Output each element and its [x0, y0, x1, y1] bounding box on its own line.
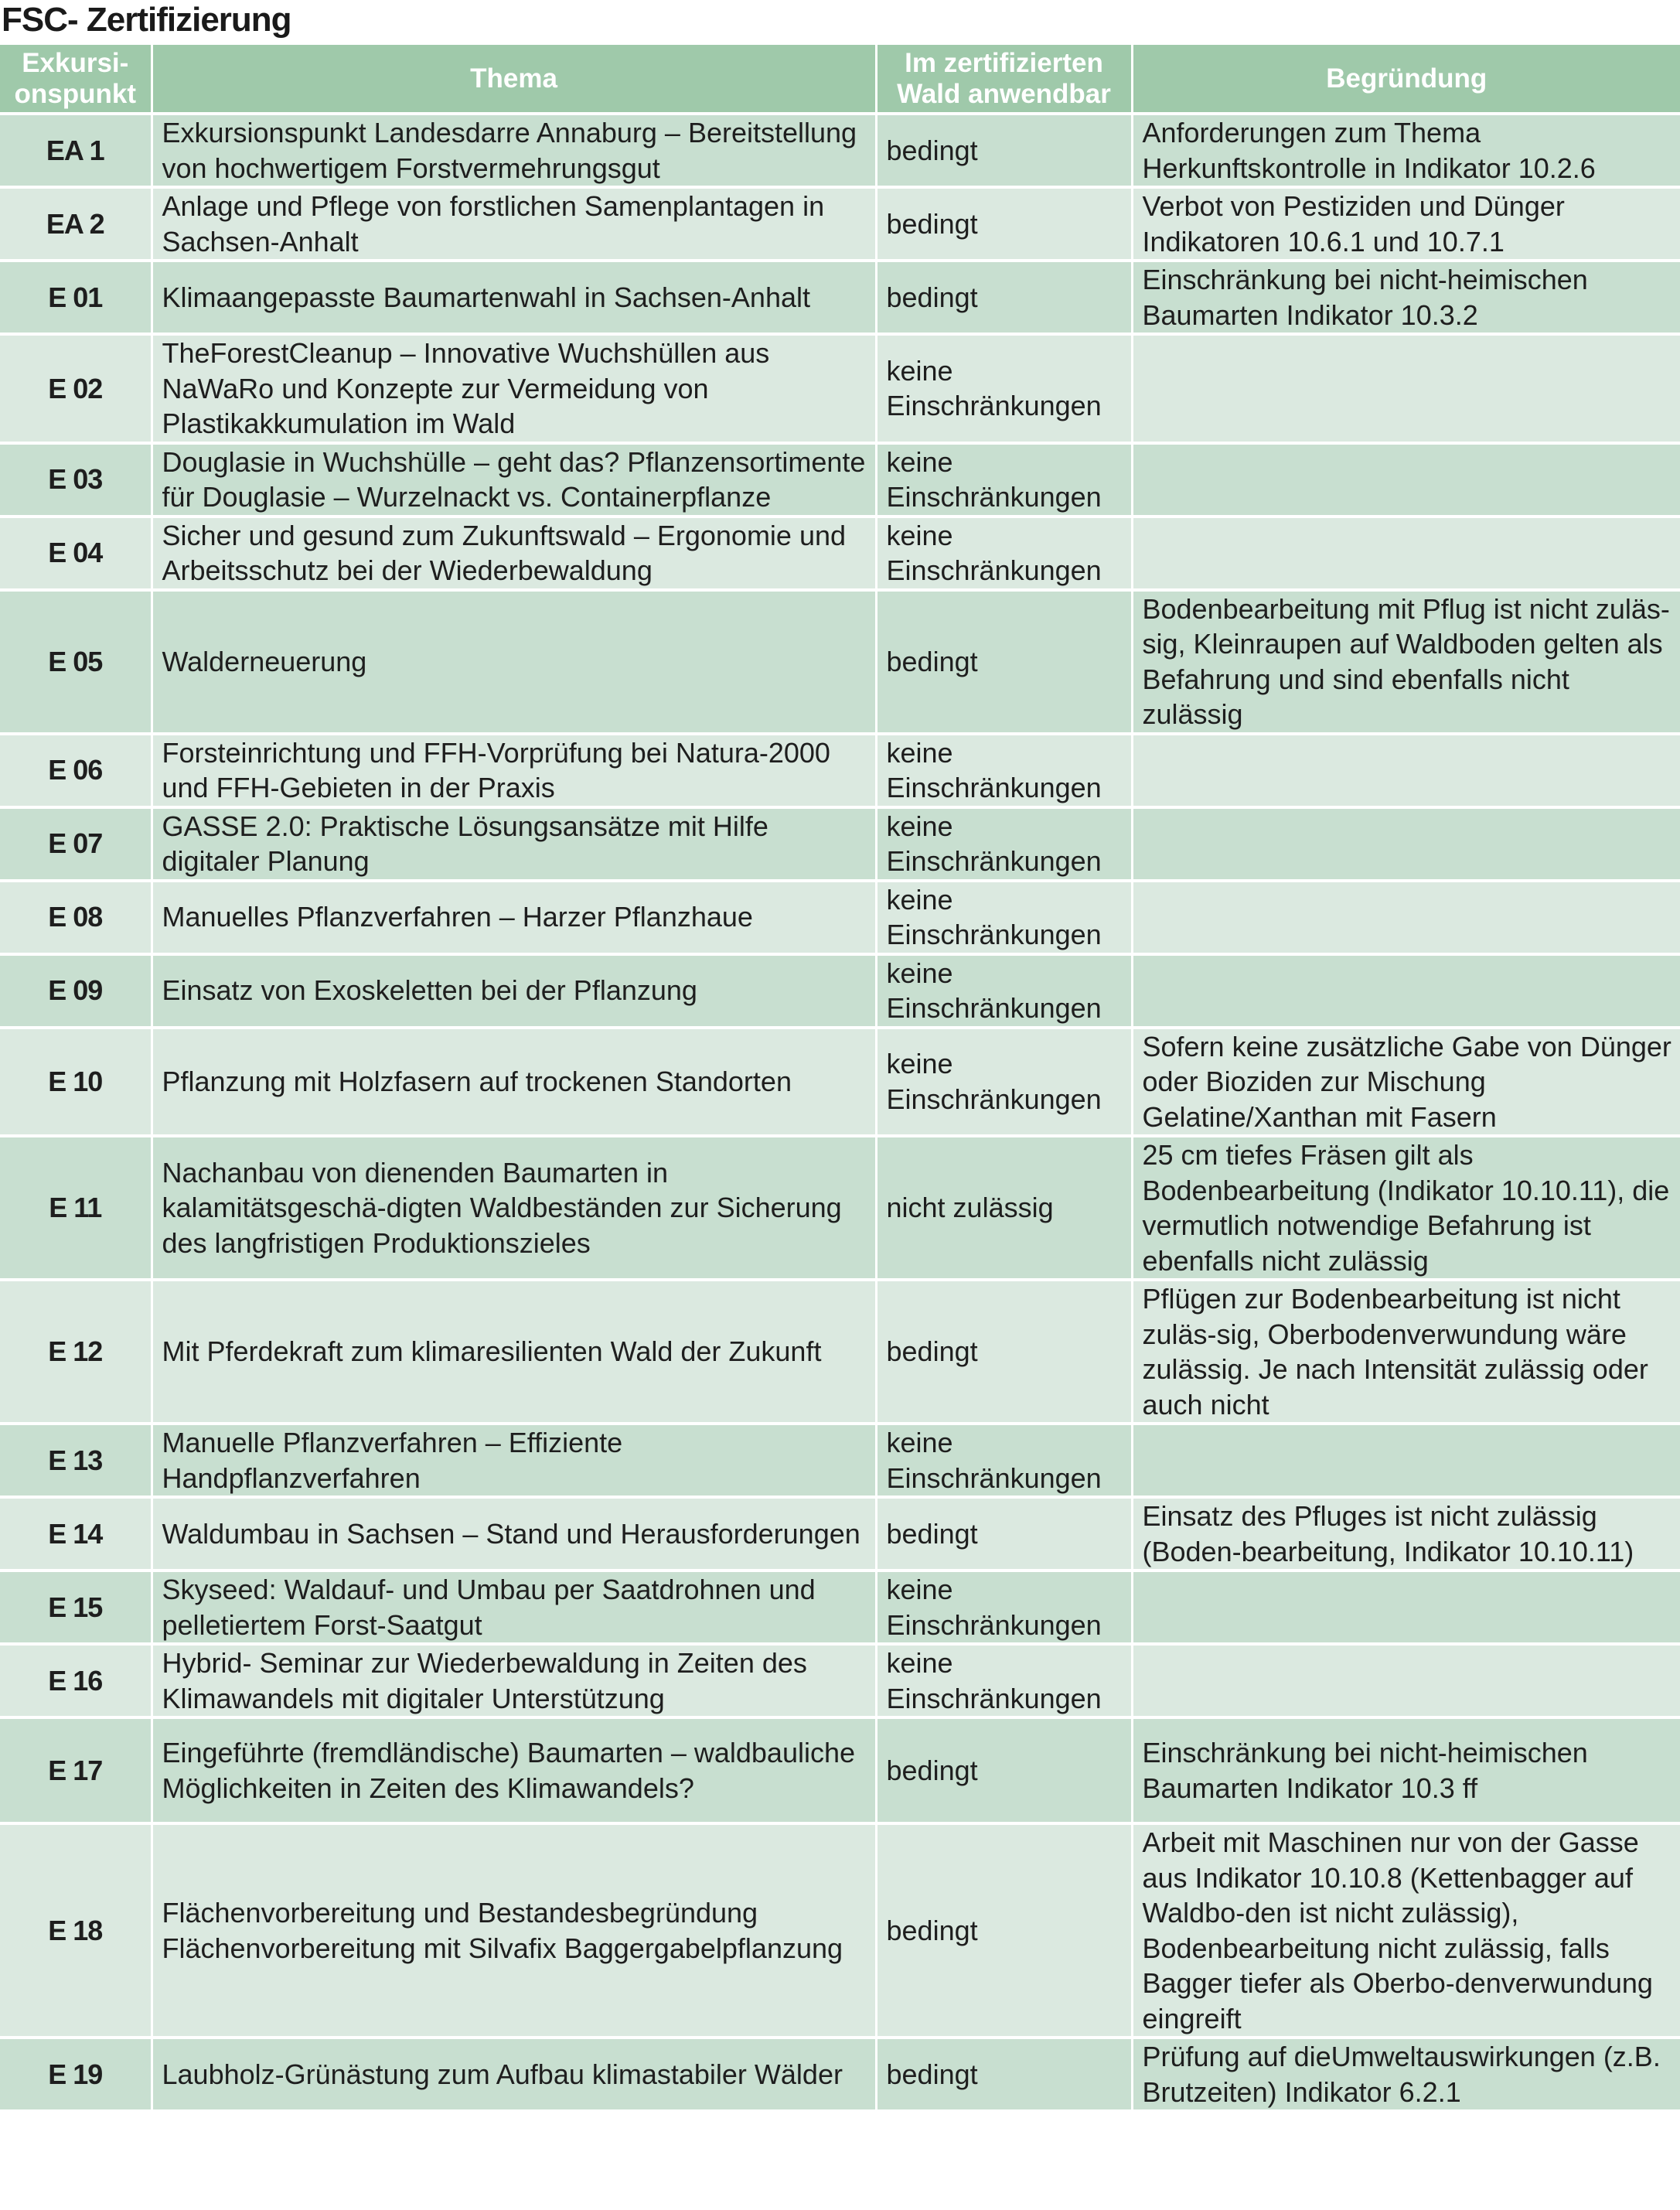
header-anwendbar-line1: Im zertifizierten [905, 47, 1103, 78]
row-id: E 01 [0, 261, 152, 334]
row-id: E 16 [0, 1644, 152, 1717]
row-thema: Eingeführte (fremdländische) Baumarten – waldbauliche Möglichkeiten in Zeiten des Klimawandels? [152, 1717, 876, 1823]
row-begruendung: 25 cm tiefes Fräsen gilt als Bodenbearbeitung (Indikator 10.10.11), die vermutlich notwendige Befahrung ist ebenfalls nicht zulässig [1132, 1136, 1680, 1280]
row-thema: Klimaangepasste Baumartenwahl in Sachsen-Anhalt [152, 261, 876, 334]
table-row [0, 734, 1680, 807]
header-exkursionspunkt-line2: onspunkt [14, 78, 136, 109]
row-begruendung: Sofern keine zusätzliche Gabe von Dünger oder Bioziden zur Mischung Gelatine/Xanthan mit Fasern [1132, 1028, 1680, 1137]
row-thema: Waldumbau in Sachsen – Stand und Herausforderungen [152, 1497, 876, 1571]
row-begruendung: Prüfung auf dieUmweltauswirkungen (z.B. Brutzeiten) Indikator 6.2.1 [1132, 2038, 1680, 2111]
header-exkursionspunkt [0, 45, 152, 114]
table-row [0, 187, 1680, 261]
row-begruendung: Verbot von Pestiziden und Dünger Indikatoren 10.6.1 und 10.7.1 [1132, 187, 1680, 261]
row-begruendung: Anforderungen zum Thema Herkunftskontrolle in Indikator 10.2.6 [1132, 114, 1680, 187]
row-anwendbar: keine Einschränkungen [876, 734, 1132, 807]
row-anwendbar: bedingt [876, 1717, 1132, 1823]
row-begruendung: Bodenbearbeitung mit Pflug ist nicht zuläs-sig, Kleinraupen auf Waldboden gelten als Befahrung und sind ebenfalls nicht zulässig [1132, 590, 1680, 734]
table-row [0, 1717, 1680, 1823]
row-anwendbar: keine Einschränkungen [876, 1424, 1132, 1497]
row-id: E 17 [0, 1717, 152, 1823]
fsc-table [0, 45, 1680, 2113]
row-thema: GASSE 2.0: Praktische Lösungsansätze mit Hilfe digitaler Planung [152, 807, 876, 881]
row-id: E 09 [0, 954, 152, 1028]
row-id: E 18 [0, 1823, 152, 2038]
table-row [0, 807, 1680, 881]
row-begruendung [1132, 517, 1680, 590]
row-begruendung: Arbeit mit Maschinen nur von der Gasse aus Indikator 10.10.8 (Kettenbagger auf Waldbo-den ist nicht zulässig), Bodenbearbeitung nicht zulässig, falls Bagger tiefer als Oberbo-denverwundung eingreift [1132, 1823, 1680, 2038]
table-row [0, 1644, 1680, 1717]
table-row [0, 2038, 1680, 2111]
row-begruendung [1132, 443, 1680, 517]
table-row [0, 114, 1680, 187]
table-row [0, 1424, 1680, 1497]
row-anwendbar: bedingt [876, 1823, 1132, 2038]
row-thema: Douglasie in Wuchshülle – geht das? Pflanzensortimente für Douglasie – Wurzelnackt vs. Containerpflanze [152, 443, 876, 517]
row-begruendung: Einschränkung bei nicht-heimischen Baumarten Indikator 10.3 ff [1132, 1717, 1680, 1823]
row-anwendbar: bedingt [876, 261, 1132, 334]
row-thema: Manuelles Pflanzverfahren – Harzer Pflanzhaue [152, 881, 876, 954]
row-anwendbar: bedingt [876, 187, 1132, 261]
row-anwendbar: keine Einschränkungen [876, 1571, 1132, 1644]
table-row [0, 881, 1680, 954]
row-anwendbar: bedingt [876, 590, 1132, 734]
row-anwendbar: bedingt [876, 2038, 1132, 2111]
row-anwendbar: nicht zulässig [876, 1136, 1132, 1280]
row-begruendung [1132, 881, 1680, 954]
table-row [0, 261, 1680, 334]
row-id: E 04 [0, 517, 152, 590]
row-id: E 12 [0, 1280, 152, 1424]
row-id: E 07 [0, 807, 152, 881]
row-anwendbar: keine Einschränkungen [876, 954, 1132, 1028]
table-row [0, 954, 1680, 1028]
row-thema: Laubholz-Grünästung zum Aufbau klimastabiler Wälder [152, 2038, 876, 2111]
row-thema: Hybrid- Seminar zur Wiederbewaldung in Zeiten des Klimawandels mit digitaler Unterstützung [152, 1644, 876, 1717]
row-id: E 13 [0, 1424, 152, 1497]
row-id: E 05 [0, 590, 152, 734]
row-thema: Skyseed: Waldauf- und Umbau per Saatdrohnen und pelletiertem Forst-Saatgut [152, 1571, 876, 1644]
row-begruendung [1132, 1571, 1680, 1644]
row-id: E 11 [0, 1136, 152, 1280]
table-row [0, 443, 1680, 517]
table-row [0, 1136, 1680, 1280]
table-row [0, 1823, 1680, 2038]
header-anwendbar [876, 45, 1132, 114]
row-begruendung [1132, 1644, 1680, 1717]
row-anwendbar: keine Einschränkungen [876, 517, 1132, 590]
table-header-row [0, 45, 1680, 114]
header-begruendung: Begründung [1132, 45, 1680, 114]
header-exkursionspunkt-line1: Exkursi- [22, 47, 129, 78]
header-anwendbar-line2: Wald anwendbar [897, 78, 1111, 109]
row-id: E 14 [0, 1497, 152, 1571]
row-begruendung: Pflügen zur Bodenbearbeitung ist nicht zuläs-sig, Oberbodenverwundung wäre zulässig. Je nach Intensität zulässig oder auch nicht [1132, 1280, 1680, 1424]
table-row [0, 1028, 1680, 1137]
row-begruendung: Einsatz des Pfluges ist nicht zulässig (Boden-bearbeitung, Indikator 10.10.11) [1132, 1497, 1680, 1571]
row-anwendbar: keine Einschränkungen [876, 443, 1132, 517]
row-anwendbar: bedingt [876, 114, 1132, 187]
row-id: E 02 [0, 334, 152, 443]
row-anwendbar: keine Einschränkungen [876, 881, 1132, 954]
row-id: EA 1 [0, 114, 152, 187]
row-thema: Mit Pferdekraft zum klimaresilienten Wald der Zukunft [152, 1280, 876, 1424]
row-thema: Forsteinrichtung und FFH-Vorprüfung bei Natura-2000 und FFH-Gebieten in der Praxis [152, 734, 876, 807]
table-row [0, 334, 1680, 443]
row-thema: Nachanbau von dienenden Baumarten in kalamitätsgeschä-digten Waldbeständen zur Sicherung des langfristigen Produktionszieles [152, 1136, 876, 1280]
row-begruendung [1132, 1424, 1680, 1497]
row-anwendbar: bedingt [876, 1497, 1132, 1571]
row-begruendung [1132, 734, 1680, 807]
row-id: E 08 [0, 881, 152, 954]
row-id: E 10 [0, 1028, 152, 1137]
row-thema: TheForestCleanup – Innovative Wuchshüllen aus NaWaRo und Konzepte zur Vermeidung von Plastikakkumulation im Wald [152, 334, 876, 443]
table-row [0, 517, 1680, 590]
row-id: E 03 [0, 443, 152, 517]
header-thema: Thema [152, 45, 876, 114]
row-thema: Manuelle Pflanzverfahren – Effiziente Handpflanzverfahren [152, 1424, 876, 1497]
row-anwendbar: keine Einschränkungen [876, 807, 1132, 881]
row-anwendbar: bedingt [876, 1280, 1132, 1424]
row-anwendbar: keine Einschränkungen [876, 1644, 1132, 1717]
row-begruendung [1132, 954, 1680, 1028]
row-thema: Flächenvorbereitung und Bestandesbegründung Flächenvorbereitung mit Silvafix Baggergabelpflanzung [152, 1823, 876, 2038]
table-row [0, 1497, 1680, 1571]
table-row [0, 590, 1680, 734]
row-id: EA 2 [0, 187, 152, 261]
row-thema: Exkursionspunkt Landesdarre Annaburg – Bereitstellung von hochwertigem Forstvermehrungsgut [152, 114, 876, 187]
row-thema: Anlage und Pflege von forstlichen Samenplantagen in Sachsen-Anhalt [152, 187, 876, 261]
row-begruendung [1132, 807, 1680, 881]
row-id: E 06 [0, 734, 152, 807]
row-anwendbar: keine Einschränkungen [876, 1028, 1132, 1137]
row-thema: Pflanzung mit Holzfasern auf trockenen Standorten [152, 1028, 876, 1137]
row-begruendung: Einschränkung bei nicht-heimischen Baumarten Indikator 10.3.2 [1132, 261, 1680, 334]
row-anwendbar: keine Einschränkungen [876, 334, 1132, 443]
row-thema: Walderneuerung [152, 590, 876, 734]
table-body [0, 114, 1680, 2111]
row-id: E 15 [0, 1571, 152, 1644]
row-thema: Sicher und gesund zum Zukunftswald – Ergonomie und Arbeitsschutz bei der Wiederbewaldung [152, 517, 876, 590]
row-thema: Einsatz von Exoskeletten bei der Pflanzung [152, 954, 876, 1028]
row-id: E 19 [0, 2038, 152, 2111]
page-title: FSC- Zertifizierung [2, 1, 291, 39]
table-row [0, 1280, 1680, 1424]
row-begruendung [1132, 334, 1680, 443]
table-row [0, 1571, 1680, 1644]
